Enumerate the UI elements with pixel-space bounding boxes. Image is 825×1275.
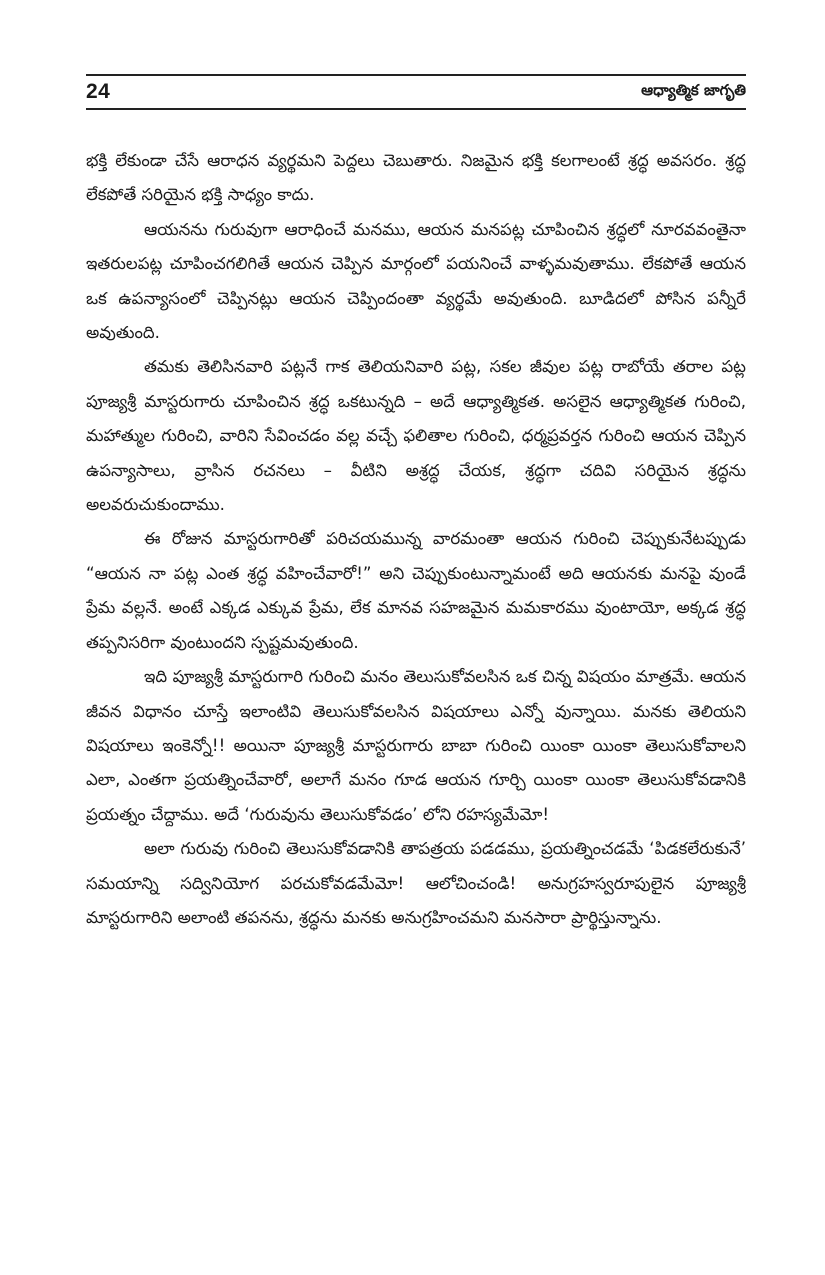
paragraph-6: అలా గురువు గురించి తెలుసుకోవడానికి తాపత్రయ పడడము, ప్రయత్నించడమే ‘పిడకలేరుకునే’ సమయాన్ని సద్వినియోగ పరచుకోవడమేమో! ఆలోచించండి! అనుగ్రహస్వరూపులైన పూజ్యశ్రీ మాస్టరుగారిని అలాంటి తపనను, శ్రద్ధను మనకు అనుగ్రహించమని మనసారా ప్రార్థిస్తున్నాను. — [86, 839, 746, 927]
page-header — [86, 74, 746, 110]
running-title: ఆధ్యాత్మిక జాగృతి — [641, 81, 746, 99]
paragraph-5: ఇది పూజ్యశ్రీ మాస్టరుగారి గురించి మనం తెలుసుకోవలసిన ఒక చిన్న విషయం మాత్రమే. ఆయన జీవన విధానం చూస్తే ఇలాంటివి తెలుసుకోవలసిన విషయాలు ఎన్నో వున్నాయి. మనకు తెలియని విషయాలు ఇంకెన్నో!! అయినా పూజ్యశ్రీ మాస్టరుగారు బాబా గురించి యింకా యింకా తెలుసుకోవాలని ఎలా, ఎంతగా ప్రయత్నించేవారో, అలాగే మనం గూడ ఆయన గూర్చి యింకా యింకా తెలుసుకోవడానికి ప్రయత్నం చేద్దాము. అదే ‘గురువును తెలుసుకోవడం’ లోని రహస్యమేమో! — [86, 667, 746, 824]
paragraph-3: తమకు తెలిసినవారి పట్లనే గాక తెలియనివారి పట్ల, సకల జీవుల పట్ల రాబోయే తరాల పట్ల పూజ్యశ్రీ మాస్టరుగారు చూపించిన శ్రద్ధ ఒకటున్నది – అదే ఆధ్యాత్మికత. అసలైన ఆధ్యాత్మికత గురించి, మహాత్ముల గురించి, వారిని సేవించడం వల్ల వచ్చే ఫలితాల గురించి, ధర్మప్రవర్తన గురించి ఆయన చెప్పిన ఉపన్యాసాలు, వ్రాసిన రచనలు – వీటిని అశ్రద్ధ చేయక, శ్రద్ధగా చదివి సరియైన శ్రద్ధను అలవరుచుకుందాము. — [86, 357, 746, 515]
paragraph-4: ఈ రోజున మాస్టరుగారితో పరిచయమున్న వారమంతా ఆయన గురించి చెప్పుకునేటప్పుడు “ఆయన నా పట్ల ఎంత శ్రద్ధ వహించేవారో!” అని చెప్పుకుంటున్నామంటే అది ఆయనకు మనపై వుండే ప్రేమ వల్లనే. అంటే ఎక్కడ ఎక్కువ ప్రేమ, లేక మానవ సహజమైన మమకారము వుంటాయో, అక్కడ శ్రద్ధ తప్పనిసరిగా వుంటుందని స్పష్టమవుతుంది. — [86, 529, 746, 652]
page-number: 24 — [86, 80, 111, 103]
paragraph-2: ఆయనను గురువుగా ఆరాధించే మనము, ఆయన మనపట్ల చూపించిన శ్రద్ధలో నూరవవంతైనా ఇతరులపట్ల చూపించగలిగితే ఆయన చెప్పిన మార్గంలో పయనించే వాళ్ళమవుతాము. లేకపోతే ఆయన ఒక ఉపన్యాసంలో చెప్పినట్లు ఆయన చెప్పిందంతా వ్యర్థమే అవుతుంది. బూడిదలో పోసిన పన్నీరే అవుతుంది. — [86, 219, 746, 343]
paragraph-1: భక్తి లేకుండా చేసే ఆరాధన వ్యర్థమని పెద్దలు చెబుతారు. నిజమైన భక్తి కలగాలంటే శ్రద్ధ అవసరం. శ్రద్ధ లేకపోతే సరియైన భక్తి సాధ్యం కాదు. — [86, 151, 746, 205]
page-body — [86, 144, 746, 1204]
